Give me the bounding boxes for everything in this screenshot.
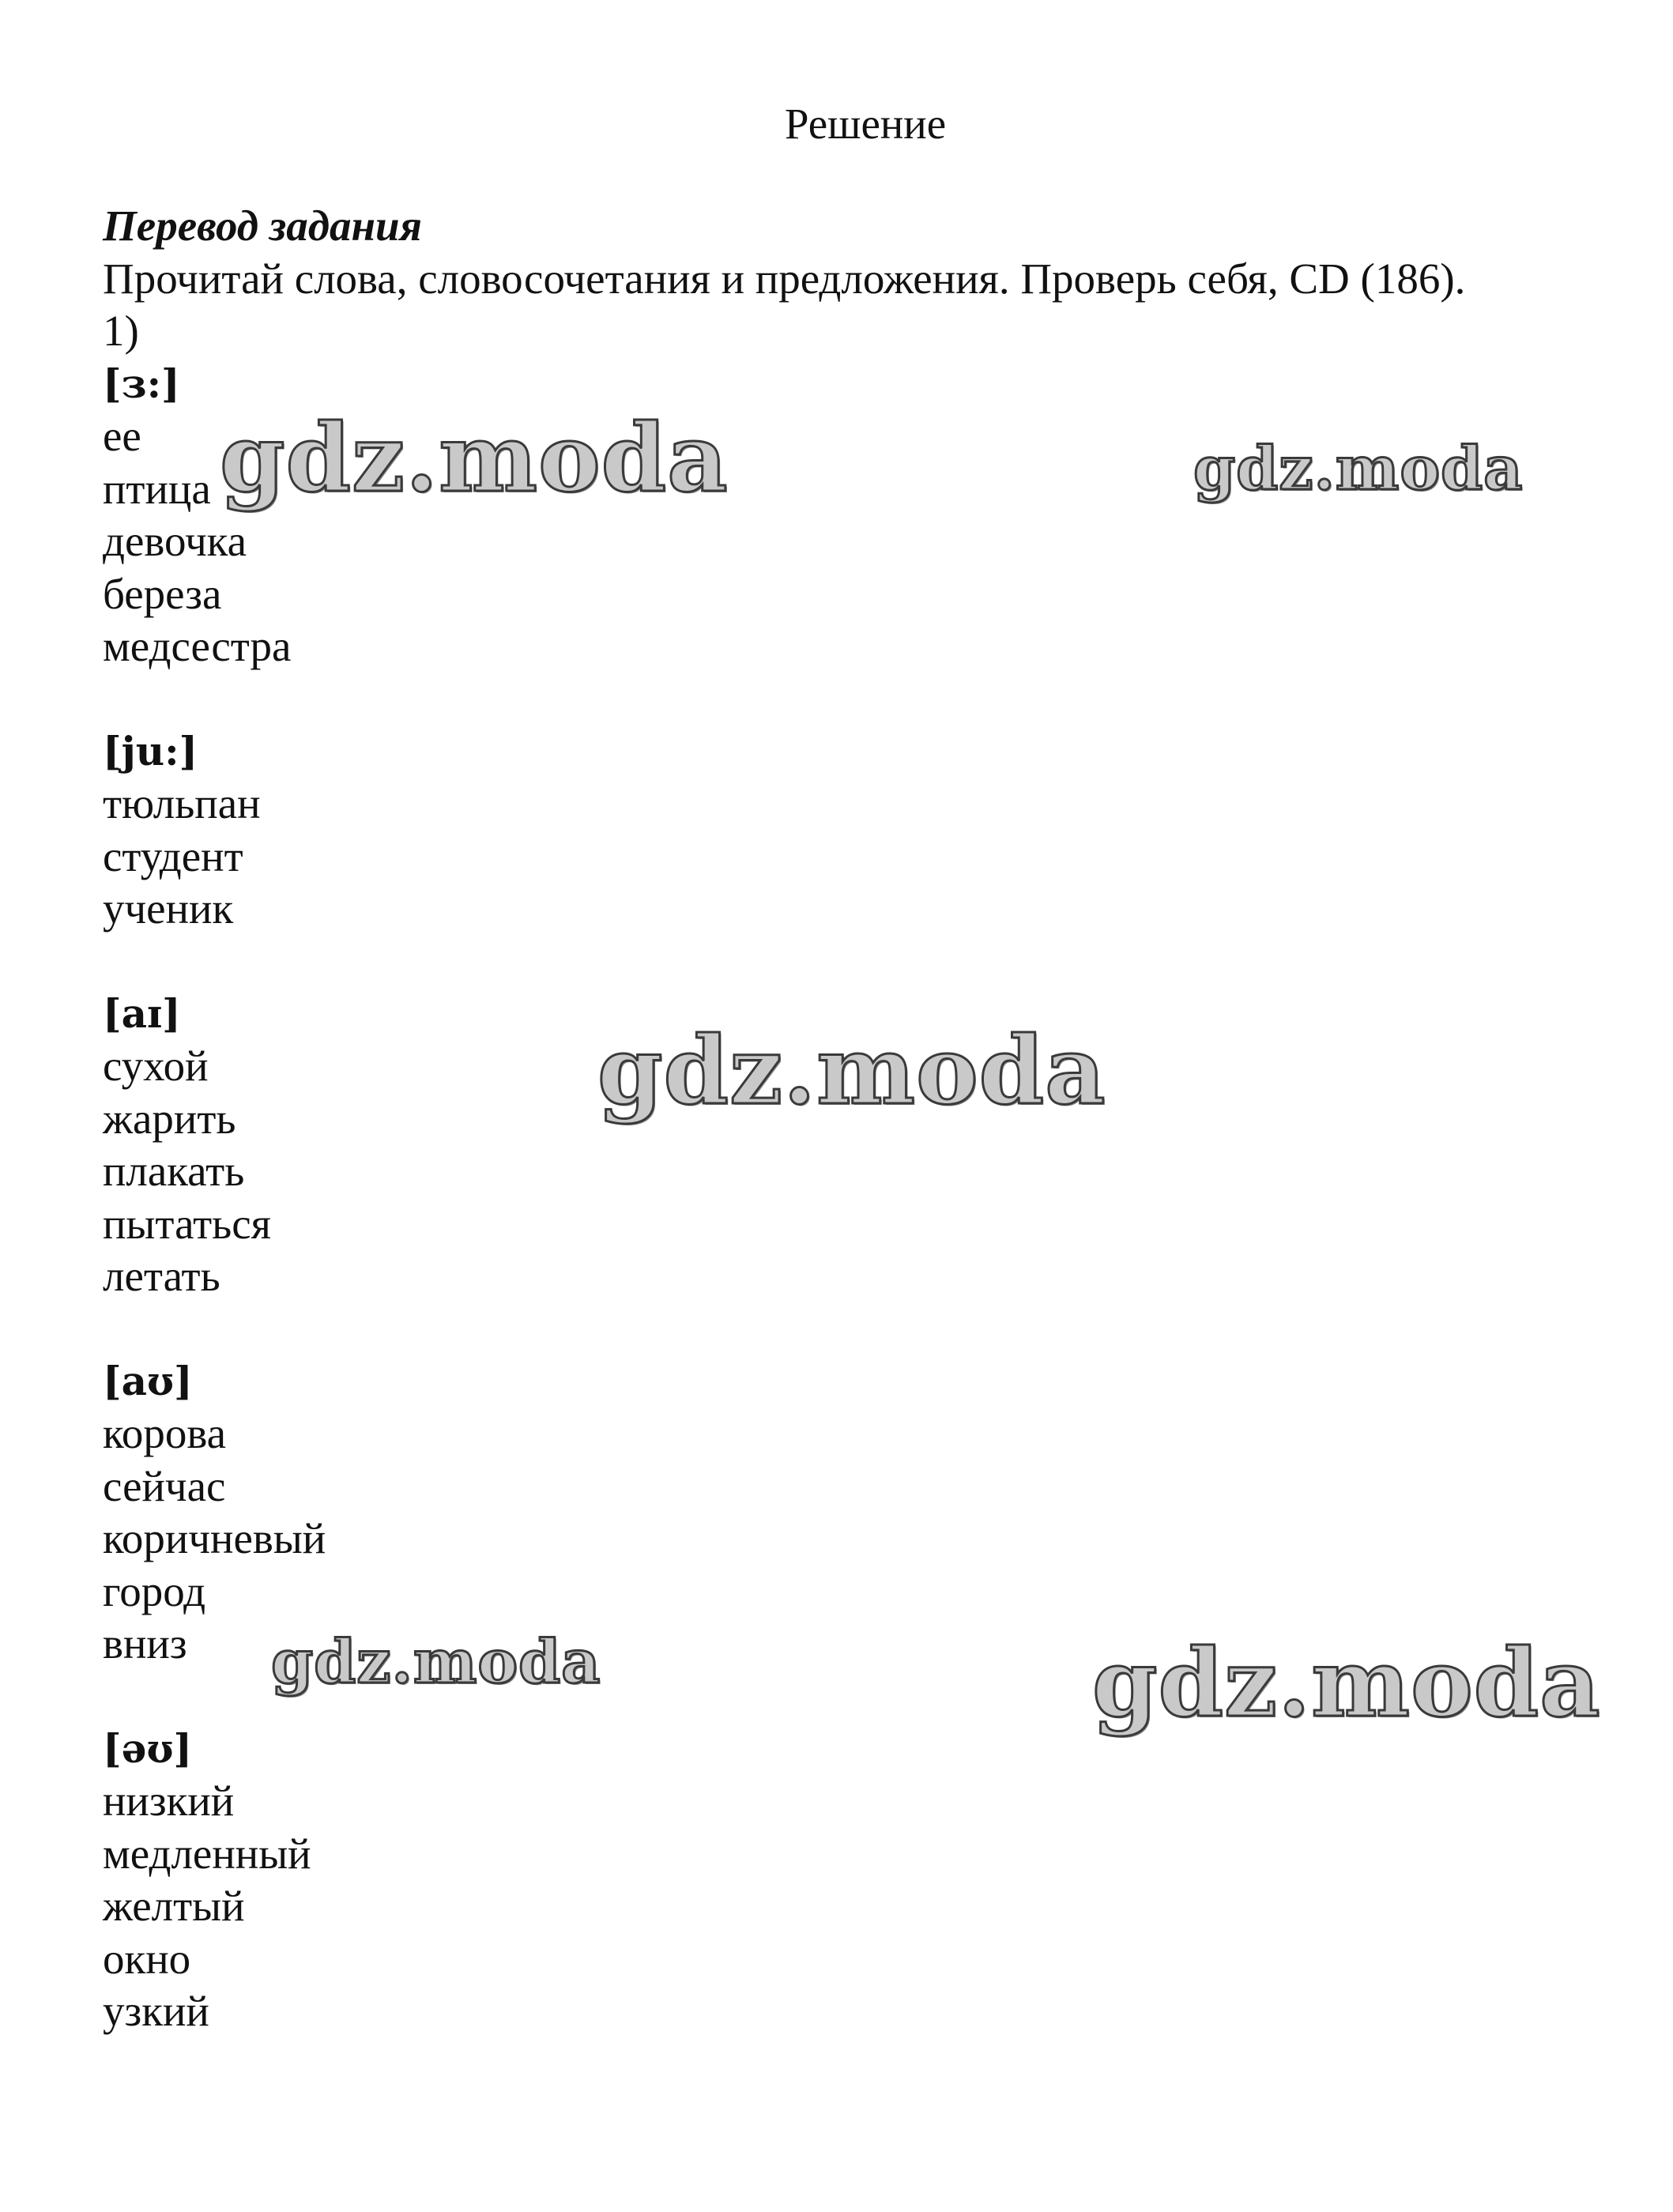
word: вниз [103,1619,187,1667]
word: жарить [103,1094,236,1143]
phoneme-heading: [aɪ] [103,989,181,1037]
word: девочка [103,517,247,565]
word: ученик [103,884,234,933]
phoneme-heading: [əʊ] [103,1724,193,1772]
phoneme-group [103,1723,1604,2038]
word: медленный [103,1829,311,1878]
word: желтый [103,1882,245,1930]
phoneme-group [103,725,1604,936]
page-title: Решение [784,100,947,148]
word: окно [103,1934,191,1983]
word: сухой [103,1042,209,1090]
word: коричневый [103,1514,326,1562]
word: птица [103,464,211,513]
item-number: 1) [103,307,139,355]
word: медсестра [103,622,292,670]
word: город [103,1566,206,1615]
word: пытаться [103,1199,271,1248]
word: сейчас [103,1461,226,1510]
watermark: gdz.moda [220,403,729,513]
word: летать [103,1252,220,1300]
phoneme-heading: [ju:] [103,727,198,774]
word: береза [103,569,222,618]
word: тюльпан [103,779,261,827]
watermark: gdz.moda [1193,433,1524,503]
word: корова [103,1409,227,1457]
phoneme-heading: [aʊ] [103,1357,193,1404]
word: студент [103,831,243,880]
watermark: gdz.moda [271,1626,601,1697]
instruction-text: Прочитай слова, словосочетания и предложения. Проверь себя, CD (186). [103,254,1466,303]
section-heading: Перевод задания [103,202,422,250]
phoneme-heading: [з:] [103,360,180,407]
word: низкий [103,1777,235,1825]
word: ее [103,412,141,460]
phoneme-group [103,1355,1604,1671]
watermark: gdz.moda [1092,1628,1601,1738]
word: плакать [103,1147,245,1195]
word: узкий [103,1987,209,2035]
watermark: gdz.moda [597,1016,1106,1125]
